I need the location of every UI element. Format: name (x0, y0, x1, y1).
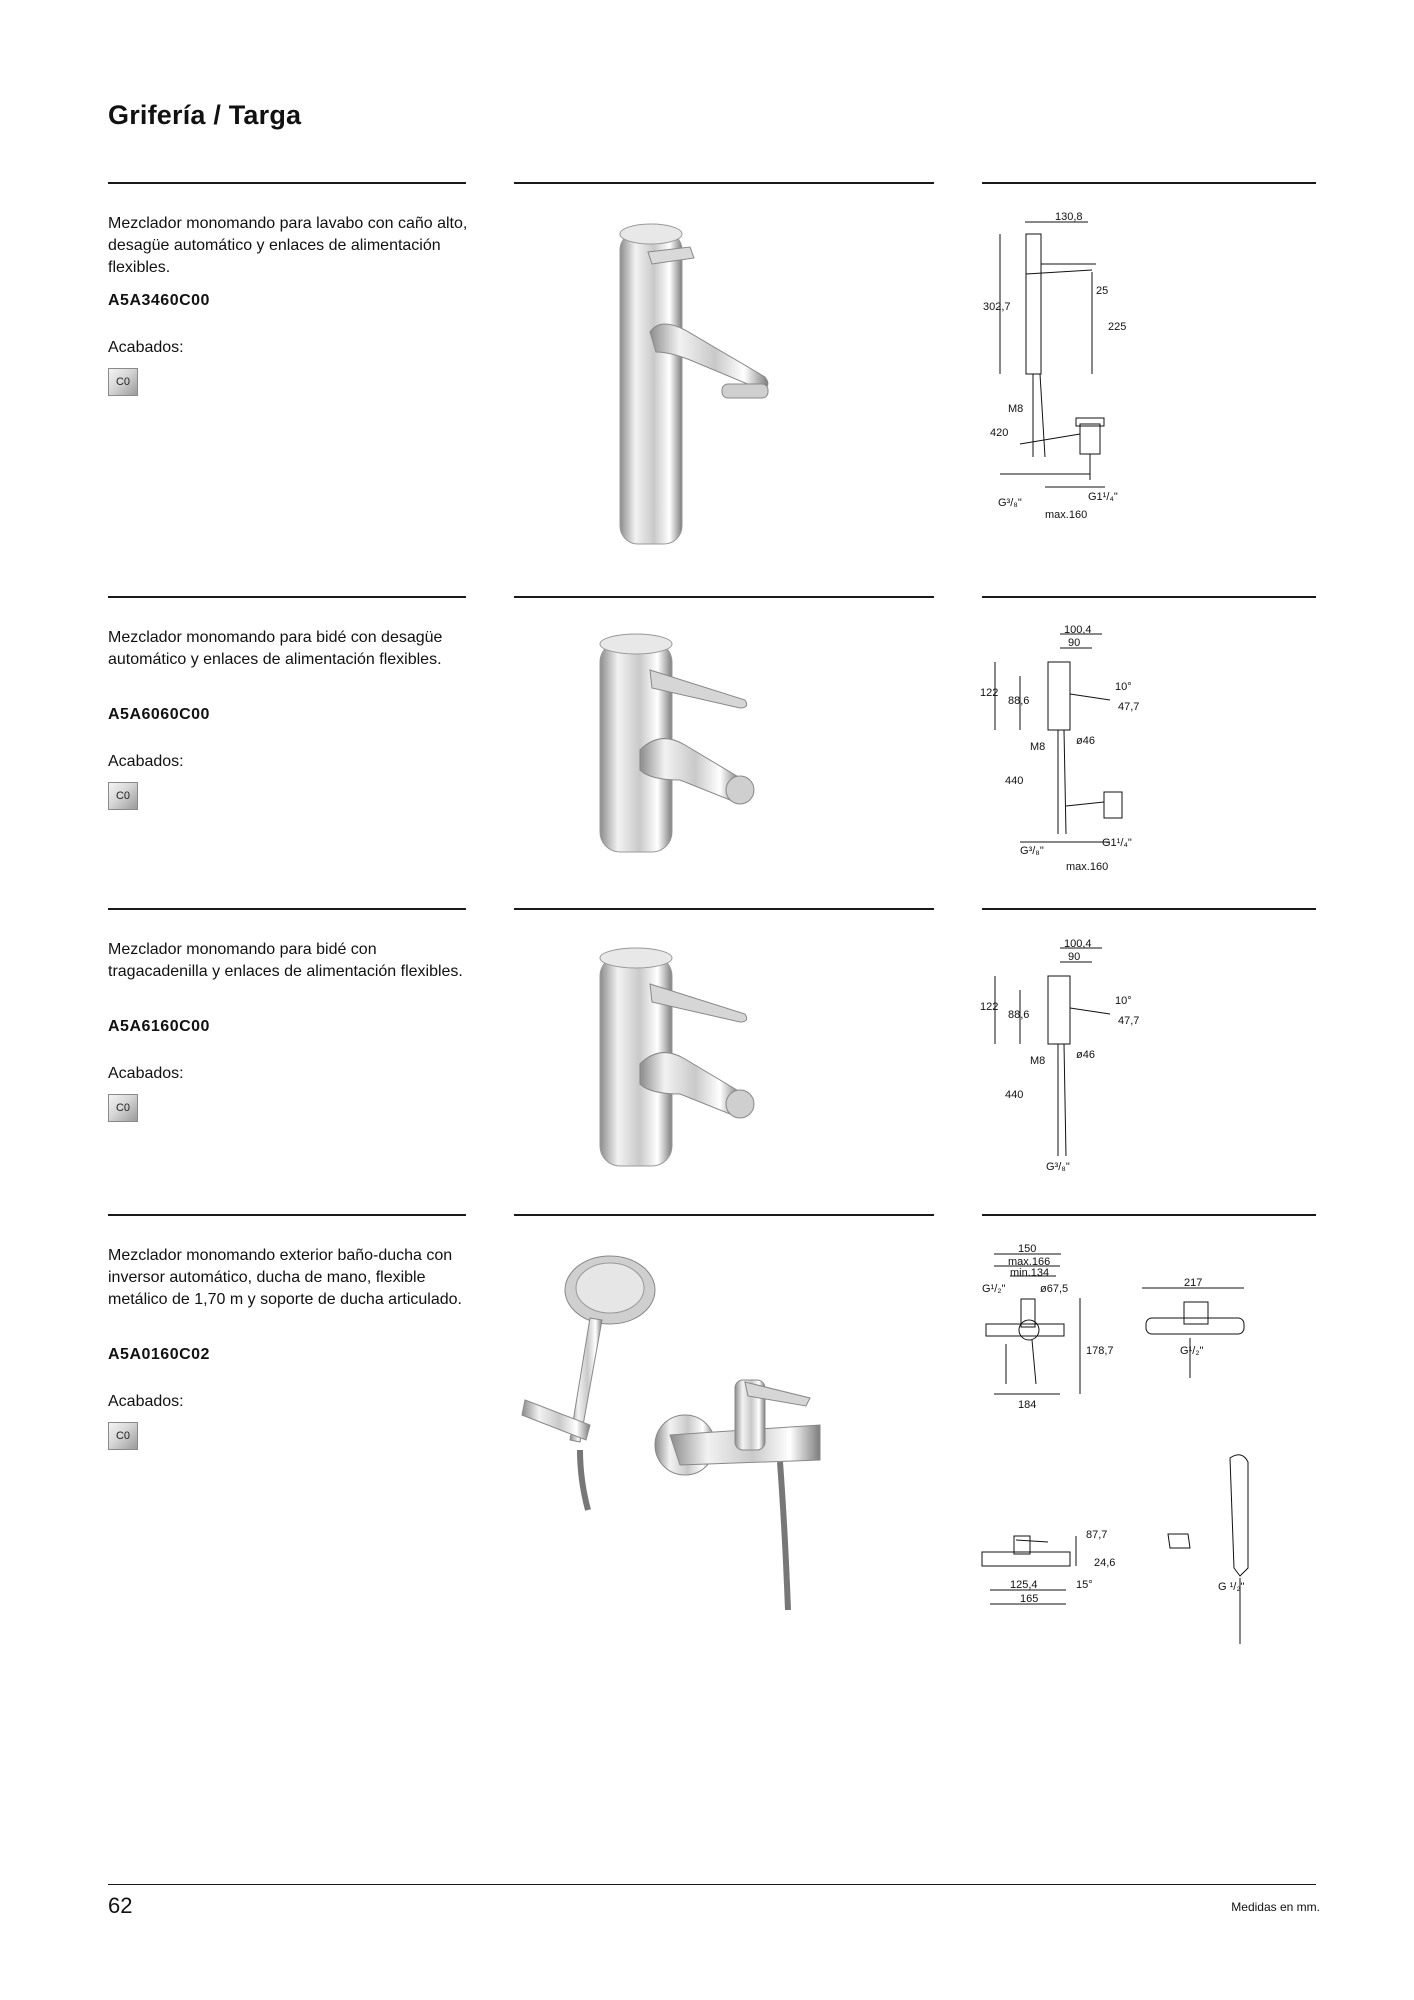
dimension-label: 25 (1096, 285, 1109, 297)
technical-drawing (1160, 1448, 1260, 1648)
dimension-label: 130,8 (1055, 212, 1083, 223)
dimension-label: ø67,5 (1040, 1283, 1069, 1295)
dimension-label: 47,7 (1118, 701, 1140, 713)
product-description: Mezclador monomando para bidé con tragacadenilla y enlaces de alimentación flexibles. (108, 941, 463, 980)
dimension-label: 165 (1020, 1593, 1039, 1605)
page-title: Grifería / Targa (108, 100, 302, 130)
dimension-label: 302,7 (983, 301, 1011, 313)
bidet-mixer-photo (590, 630, 780, 860)
dimension-label: G³/₈" (1046, 1161, 1070, 1173)
section-rule (514, 1214, 934, 1216)
finishes-label: Acabados: (108, 339, 184, 356)
technical-drawing (1140, 1278, 1250, 1398)
dimension-label: 440 (1005, 775, 1024, 787)
basin-mixer-photo (590, 212, 780, 552)
section-rule (108, 182, 466, 184)
dimension-label: 10° (1115, 995, 1132, 1007)
dimension-label: G ¹/₂" (1218, 1581, 1245, 1593)
section-rule (514, 182, 934, 184)
product-code: A5A3460C00 (108, 292, 210, 309)
finishes-label: Acabados: (108, 753, 184, 770)
bath-shower-mixer-photo (520, 1240, 850, 1620)
dimension-label: 90 (1068, 637, 1081, 649)
units-note: Medidas en mm. (1231, 1900, 1320, 1914)
dimension-label: min.134 (1010, 1267, 1050, 1279)
technical-drawing (980, 212, 1150, 522)
dimension-label: 100,4 (1064, 938, 1092, 950)
product-description: Mezclador monomando exterior baño-ducha con inversor automático, ducha de mano, flexible metálico de 1,70 m y soporte de ducha articulado. (108, 1247, 462, 1308)
page-number: 62 (108, 1893, 133, 1918)
dimension-label: 100,4 (1064, 624, 1092, 636)
dimension-label: 47,7 (1118, 1015, 1140, 1027)
section-rule (982, 1214, 1316, 1216)
dimension-label: 150 (1018, 1244, 1037, 1255)
dimension-label: ø46 (1076, 1049, 1095, 1061)
section-rule (982, 596, 1316, 598)
finishes-label: Acabados: (108, 1393, 184, 1410)
footer-rule (108, 1884, 1316, 1885)
section-rule (982, 182, 1316, 184)
dimension-label: 420 (990, 427, 1009, 439)
dimension-label: max.160 (1045, 509, 1088, 521)
dimension-label: G1¹/₄" (1088, 491, 1118, 503)
dimension-label: G1¹/₄" (1102, 837, 1132, 849)
dimension-label: ø46 (1076, 735, 1095, 747)
product-code: A5A0160C02 (108, 1346, 210, 1363)
finish-swatch: C0 (108, 1422, 138, 1450)
dimension-label: 125,4 (1010, 1579, 1038, 1591)
dimension-label: max.160 (1066, 861, 1109, 873)
dimension-label: 440 (1005, 1089, 1024, 1101)
section-rule (108, 908, 466, 910)
finishes-label: Acabados: (108, 1065, 184, 1082)
dimension-label: M8 (1008, 403, 1024, 415)
technical-drawing (976, 1520, 1126, 1620)
dimension-label: 217 (1184, 1278, 1203, 1289)
dimension-label: 15° (1076, 1579, 1093, 1591)
dimension-label: 178,7 (1086, 1345, 1114, 1357)
dimension-label: G¹/₂" (982, 1283, 1006, 1295)
dimension-label: M8 (1030, 1055, 1046, 1067)
section-rule (108, 596, 466, 598)
dimension-label: 90 (1068, 951, 1081, 963)
technical-drawing (980, 938, 1150, 1178)
dimension-label: G¹/₂" (1180, 1345, 1204, 1357)
section-rule (108, 1214, 466, 1216)
dimension-label: 184 (1018, 1399, 1037, 1411)
dimension-label: 88,6 (1008, 1009, 1030, 1021)
dimension-label: 87,7 (1086, 1529, 1108, 1541)
section-rule (982, 908, 1316, 910)
technical-drawing (980, 624, 1150, 874)
bidet-mixer-photo (590, 944, 780, 1174)
dimension-label: max.166 (1008, 1256, 1051, 1268)
finish-swatch: C0 (108, 1094, 138, 1122)
dimension-label: G³/₈" (1020, 845, 1044, 857)
dimension-label: 122 (980, 687, 999, 699)
section-rule (514, 908, 934, 910)
dimension-label: 10° (1115, 681, 1132, 693)
product-code: A5A6160C00 (108, 1018, 210, 1035)
product-description: Mezclador monomando para bidé con desagüe automático y enlaces de alimentación flexibles. (108, 629, 443, 668)
finish-swatch: C0 (108, 782, 138, 810)
finish-swatch: C0 (108, 368, 138, 396)
dimension-label: 24,6 (1094, 1557, 1116, 1569)
dimension-label: 225 (1108, 321, 1127, 333)
dimension-label: 122 (980, 1001, 999, 1013)
dimension-label: M8 (1030, 741, 1046, 753)
dimension-label: G³/₈" (998, 497, 1022, 509)
product-description: Mezclador monomando para lavabo con caño alto, desagüe automático y enlaces de alimentación flexibles. (108, 215, 468, 276)
product-code: A5A6060C00 (108, 706, 210, 723)
dimension-label: 88,6 (1008, 695, 1030, 707)
section-rule (514, 596, 934, 598)
